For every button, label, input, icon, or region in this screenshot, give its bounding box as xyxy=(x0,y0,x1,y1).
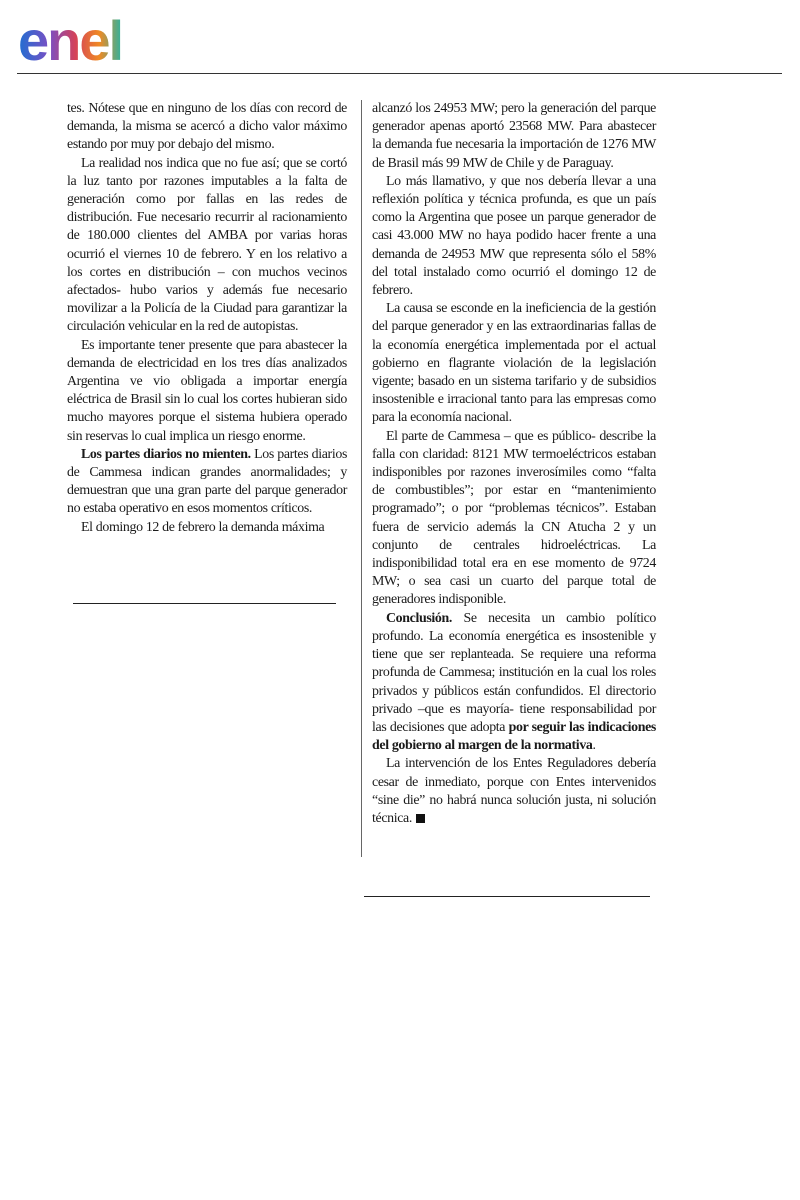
paragraph: El domingo 12 de febrero la demanda máxima xyxy=(81,519,325,535)
paragraph: alcanzó los 24953 MW; pero la generación del parque generador apenas aportó 23568 MW. Para abastecer la demanda fue necesaria la importación de 1276 MW de Brasil más 99 MW de Chile y de Paraguay. xyxy=(372,101,656,171)
paragraph: La causa se esconde en la ineficiencia de la gestión del parque generador y en las extraordinarias fallas de la economía energética implementada por el actual gobierno en flagrante violación de la legislación vigente; basado en un sistema tarifario y de subsidios insostenible e irracional tanto para las empresas como para la economía nacional. xyxy=(372,301,656,426)
column-end-rule-right xyxy=(364,896,650,897)
column-end-rule-left xyxy=(73,603,336,604)
article-column-left xyxy=(67,100,347,537)
paragraph xyxy=(67,446,347,519)
paragraph: tes. Nótese que en ninguno de los días con record de demanda, la misma se acercó a dicho valor máximo estando por muy por debajo del mismo. xyxy=(67,101,347,153)
paragraph: El parte de Cammesa – que es público- describe la falla con claridad: 8121 MW termoeléctricos estaban indisponibles por razones inverosímiles como “falta de combustibles”; por estar en “mantenimiento programado”; o por “problemas técnicos”. Estaban fuera de servicio además la CN Atucha 2 y un conjunto de centrales hidroeléctricas. La indisponibilidad total era en ese momento de 9724 MW; o sea casi un cuarto del parque total de generadores indisponible. xyxy=(372,428,656,608)
paragraph-body: La intervención de los Entes Reguladores debería cesar de inmediato, porque con Entes intervenidos “sine die” no habrá nunca solución justa, ni solución técnica. xyxy=(372,756,656,826)
end-of-article-mark xyxy=(416,814,425,823)
paragraph-body: Los partes diarios de Cammesa indican grandes anormalidades; y demuestran que una gran parte del parque generador no estaba operativo en esos momentos críticos. xyxy=(67,446,347,517)
paragraph xyxy=(372,755,656,828)
logo-text: enel xyxy=(18,14,123,70)
enel-logo xyxy=(18,14,170,70)
subheading-conclusion: Conclusión. xyxy=(386,610,453,626)
paragraph: Lo más llamativo, y que nos debería llevar a una reflexión política y técnica profunda, es que un país como la Argentina que posee un parque generador de casi 43.000 MW no haya podido hacer frente a una demanda de 24953 MW que representa sólo el 58% del total instalado como ocurrió el domingo 12 de febrero. xyxy=(372,173,656,299)
paragraph-body: Se necesita un cambio político profundo. La economía energética es insostenible y tiene que ser replanteada. Se requiere una reforma profunda de Cammesa; institución en la cual los roles privados y públicos están confundidos. El directorio privado –que es mayoría- tiene responsabilidad por las decisiones que adopta xyxy=(372,610,656,735)
column-divider xyxy=(361,100,362,857)
bold-phrase: por seguir las indicaciones del gobierno al margen de la normativa xyxy=(372,719,656,754)
paragraph: Es importante tener presente que para abastecer la demanda de electricidad en los tres días analizados Argentina ve vio obligada a importar energía eléctrica de Brasil sin lo cual los cortes hubieran sido mucho mayores porque el sistema hubiera operado sin reservas lo cual implica un riesgo enorme. xyxy=(67,337,347,444)
paragraph-end: . xyxy=(592,738,596,754)
header-rule xyxy=(17,73,782,74)
paragraph xyxy=(372,610,656,756)
article-column-right xyxy=(372,100,656,828)
subheading-partes-diarios: Los partes diarios no mienten. xyxy=(81,446,251,462)
paragraph: La realidad nos indica que no fue así; que se cortó la luz tanto por razones imputables a la falta de generación como por fallas en las redes de distribución. Fue necesario recurrir al racionamiento de 180.000 clientes del AMBA por varias horas ocurrió el viernes 10 de febrero. Y en los relativo a los cortes en distribución – con muchos vecinos afectados- hubo varios y además fue necesario movilizar a la Policía de la Ciudad para garantizar la circulación vehicular en la red de autopistas. xyxy=(67,155,347,335)
